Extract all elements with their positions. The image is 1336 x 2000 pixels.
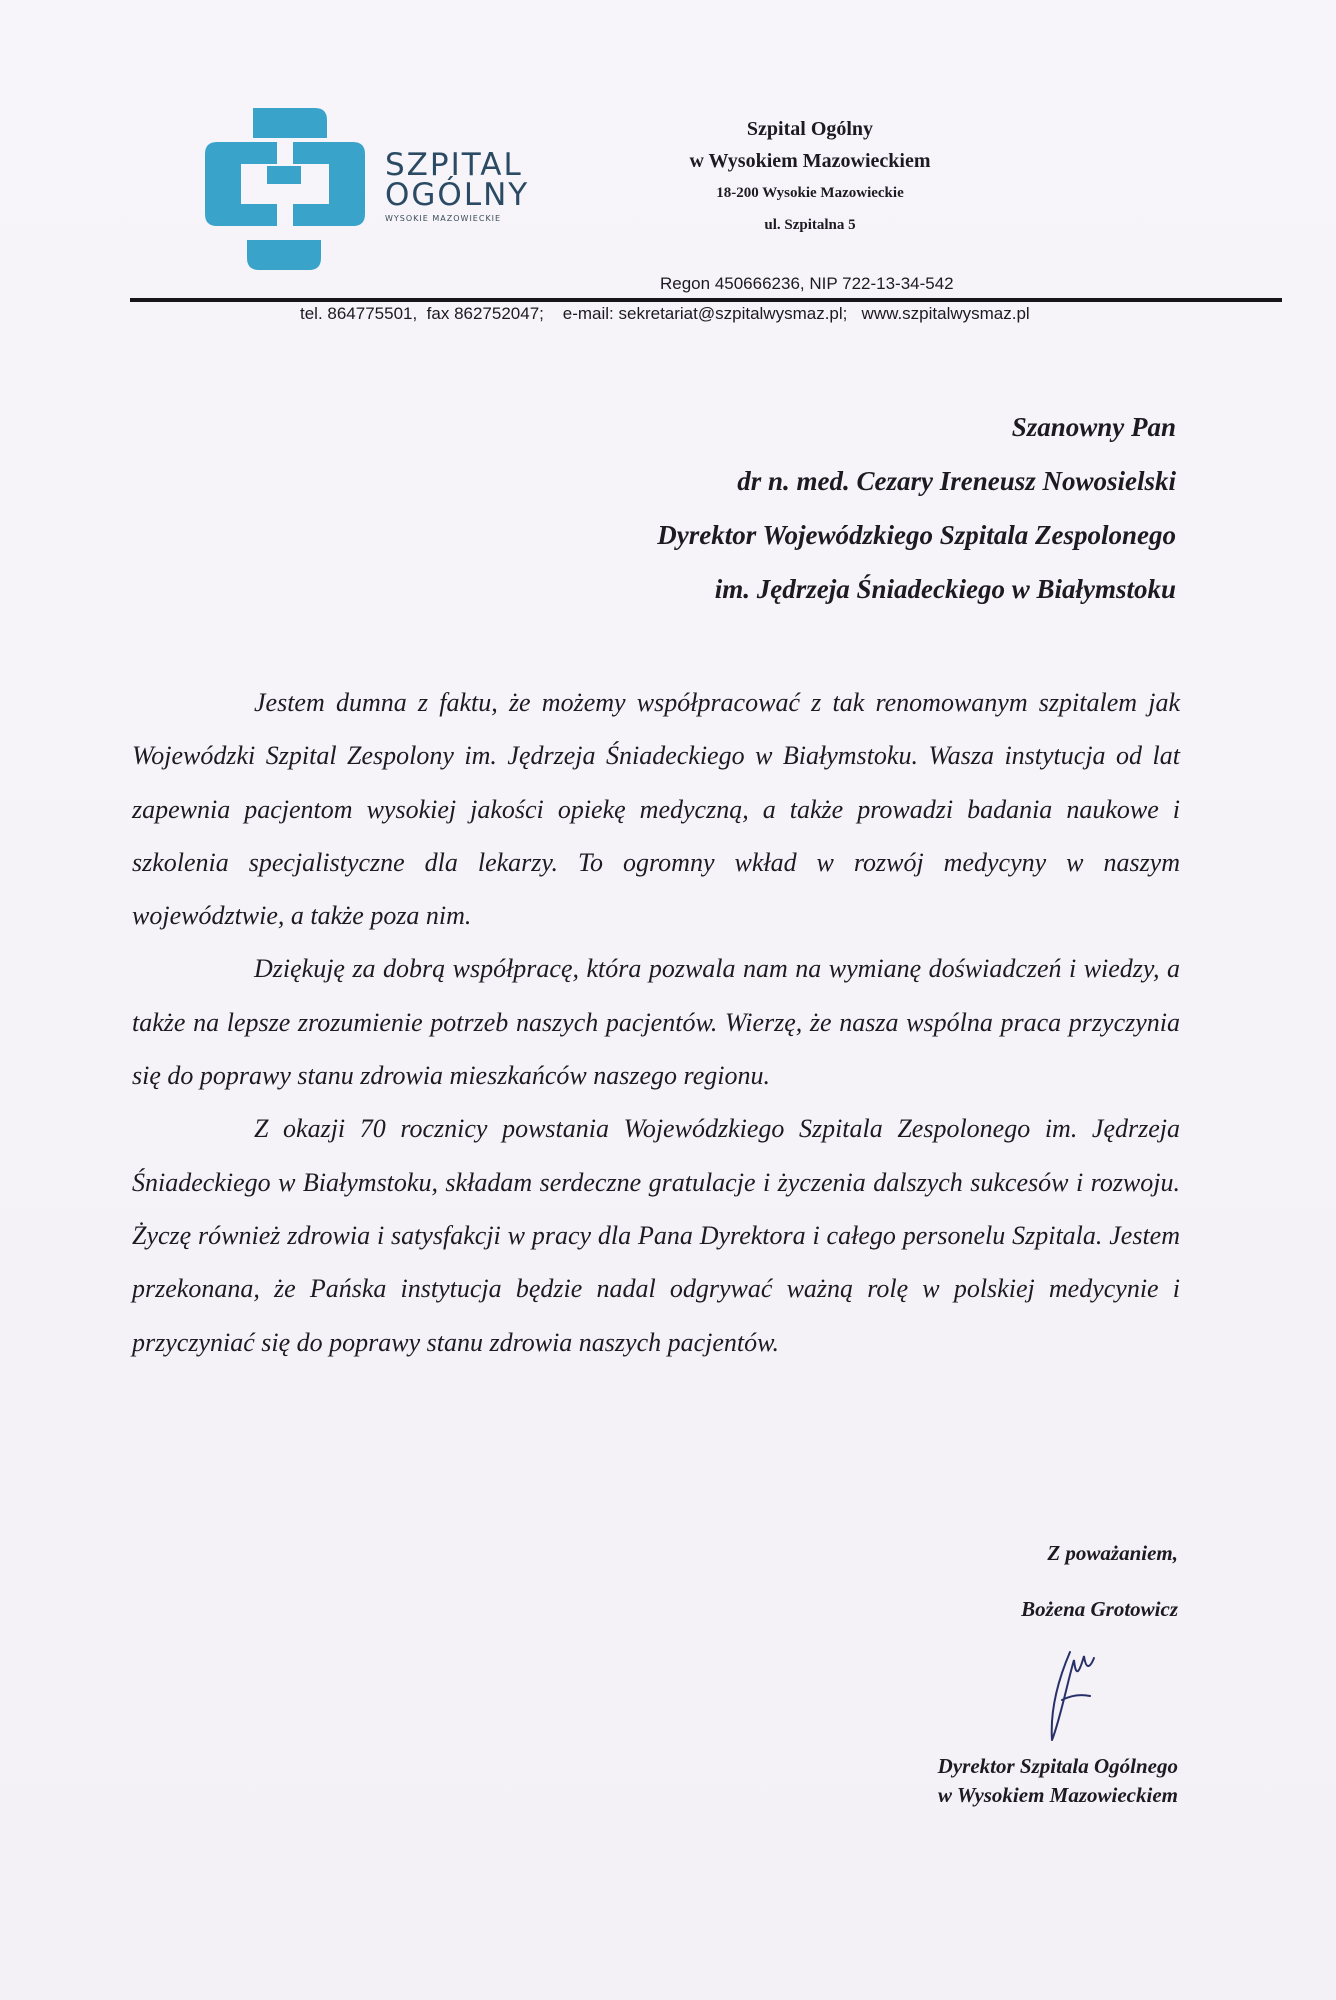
logo-wordmark	[385, 147, 530, 223]
logo-word-szpital: SZPITAL	[385, 147, 523, 183]
hospital-street: ul. Szpitalna 5	[764, 217, 856, 233]
signer-name: Bożena Grotowicz	[1021, 1597, 1178, 1621]
signer-title-line1: Dyrektor Szpitala Ogólnego	[937, 1754, 1178, 1778]
signer-title-block	[938, 1752, 1178, 1810]
hospital-postal: 18-200 Wysokie Mazowieckie	[716, 185, 904, 201]
addressee-salutation: Szanowny Pan	[1011, 412, 1176, 442]
addressee-position: Dyrektor Wojewódzkiego Szpitala Zespolonego	[657, 520, 1176, 550]
hospital-name: Szpital Ogólny	[746, 118, 874, 140]
logo-word-ogolny: OGÓLNY	[385, 177, 530, 213]
body-paragraph-3: Z okazji 70 rocznicy powstania Wojewódzkiego Szpitala Zespolonego im. Jędrzeja Śniadeckiego w Białymstoku, składam serdeczne gratulacje i życzenia dalszych sukcesów i rozwoju. Życzę również zdrowia i satysfakcji w pracy dla Pana Dyrektora i całego personelu Szpitala. Jestem przekonana, że Pańska instytucja będzie nadal odgrywać ważną rolę w polskiej medycynie i przyczyniać się do poprawy stanu zdrowia naszych pacjentów.	[132, 1114, 1180, 1357]
regon-nip: Regon 450666236, NIP 722-13-34-542	[660, 274, 954, 293]
hospital-location: w Wysokiem Mazowieckiem	[689, 150, 931, 172]
hospital-address-block	[610, 112, 1010, 240]
header-divider	[130, 298, 1282, 302]
contact-line: tel. 864775501, fax 862752047; e-mail: sekretariat@szpitalwysmaz.pl; www.szpitalwysmaz.pl	[300, 304, 1030, 323]
closing-salutation: Z poważaniem,	[1047, 1541, 1178, 1565]
closing-block	[1021, 1535, 1178, 1622]
letter-body	[132, 676, 1180, 1369]
addressee-block	[657, 400, 1176, 616]
signer-title-line2: w Wysokiem Mazowieckiem	[938, 1783, 1178, 1807]
body-paragraph-2: Dziękuję za dobrą współpracę, która pozwala nam na wymianę doświadczeń i wiedzy, a także na lepsze zrozumienie potrzeb naszych pacjentów. Wierzę, że nasza wspólna praca przyczynia się do poprawy stanu zdrowia mieszkańców naszego regionu.	[132, 954, 1180, 1091]
addressee-institution: im. Jędrzeja Śniadeckiego w Białymstoku	[714, 574, 1176, 604]
handwritten-signature	[1040, 1640, 1110, 1750]
logo-subtitle: WYSOKIE MAZOWIECKIE	[385, 214, 502, 223]
body-paragraph-1: Jestem dumna z faktu, że możemy współpracować z tak renomowanym szpitalem jak Wojewódzki Szpital Zespolony im. Jędrzeja Śniadeckiego w Białymstoku. Wasza instytucja od lat zapewnia pacjentom wysokiej jakości opiekę medyczną, a także prowadzi badania naukowe i szkolenia specjalistyczne dla lekarzy. To ogromny wkład w rozwój medycyny w naszym województwie, a także poza nim.	[132, 688, 1180, 931]
addressee-name: dr n. med. Cezary Ireneusz Nowosielski	[737, 466, 1176, 496]
